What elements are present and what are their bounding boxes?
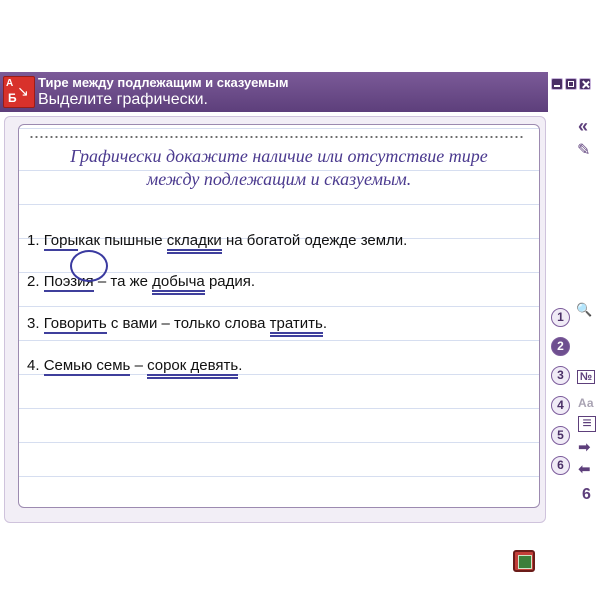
circle-mark (70, 250, 108, 282)
task-button-3[interactable]: 3 (551, 366, 570, 385)
zoom-icon[interactable]: 🔍 (576, 302, 593, 317)
arrow-left-icon[interactable]: ⬅ (578, 461, 591, 478)
minimize-icon[interactable] (551, 78, 563, 90)
lesson-title: Тире между подлежащим и сказуемым (38, 75, 289, 90)
sentence-1[interactable]: 1. Горыкак пышные складки на богатой одежде земли. (27, 232, 407, 254)
task-button-2[interactable]: 2 (551, 337, 570, 356)
word[interactable]: пышные (104, 232, 163, 249)
sentence-2[interactable]: 2. Поэзия – та же добыча радия. (27, 273, 255, 295)
word[interactable]: с вами – только слова (110, 315, 266, 332)
punctuation: . (238, 357, 243, 374)
task-button-5[interactable]: 5 (551, 426, 570, 445)
pen-icon[interactable]: ✎ (577, 142, 591, 159)
predicate-word[interactable]: тратить (270, 315, 323, 337)
page-number: 6 (582, 486, 591, 503)
font-size-icon[interactable]: Аа (578, 396, 594, 410)
notebook-panel (18, 124, 540, 508)
dotted-divider (29, 135, 525, 139)
close-icon[interactable] (579, 78, 591, 90)
task-button-6[interactable]: 6 (551, 456, 570, 475)
maximize-icon[interactable] (565, 78, 577, 90)
subject-word[interactable]: Поэзия (43, 273, 94, 290)
predicate-word[interactable]: складки (167, 232, 222, 254)
predicate-word[interactable]: сорок девять (147, 357, 238, 379)
number-sign-icon[interactable]: № (577, 370, 595, 384)
dash[interactable]: – (134, 357, 143, 374)
instruction-text: Графически докажите наличие или отсутствие тире между подлежащим и сказуемым. (70, 146, 488, 189)
app-window (0, 72, 600, 524)
title-bar (0, 72, 548, 112)
predicate-word[interactable]: добыча (152, 273, 205, 295)
subject-word[interactable]: Горы (43, 232, 79, 249)
arrow-right-icon[interactable]: ➡ (578, 439, 591, 456)
task-title: Выделите графически. (38, 91, 208, 108)
task-button-4[interactable]: 4 (551, 396, 570, 415)
subject-word[interactable]: Говорить (43, 315, 107, 332)
next-button[interactable] (513, 550, 535, 572)
next-icon (518, 555, 532, 569)
app-logo-icon: А ↘ Б (3, 76, 35, 108)
punctuation: . (322, 315, 327, 332)
word[interactable]: радия. (208, 273, 256, 290)
window-controls (551, 78, 591, 92)
list-icon[interactable]: ≡ (578, 416, 596, 432)
subject-word[interactable]: Семью семь (43, 357, 131, 374)
task-button-1[interactable]: 1 (551, 308, 570, 327)
word[interactable]: – та же (97, 273, 148, 290)
sentence-4[interactable]: 4. Семью семь – сорок девять. (27, 357, 242, 379)
rewind-icon[interactable]: « (578, 116, 589, 136)
word[interactable]: на богатой одежде земли. (225, 232, 408, 249)
sentence-3[interactable]: 3. Говорить с вами – только слова тратить. (27, 315, 327, 337)
conjunction-word[interactable]: как (78, 232, 101, 249)
